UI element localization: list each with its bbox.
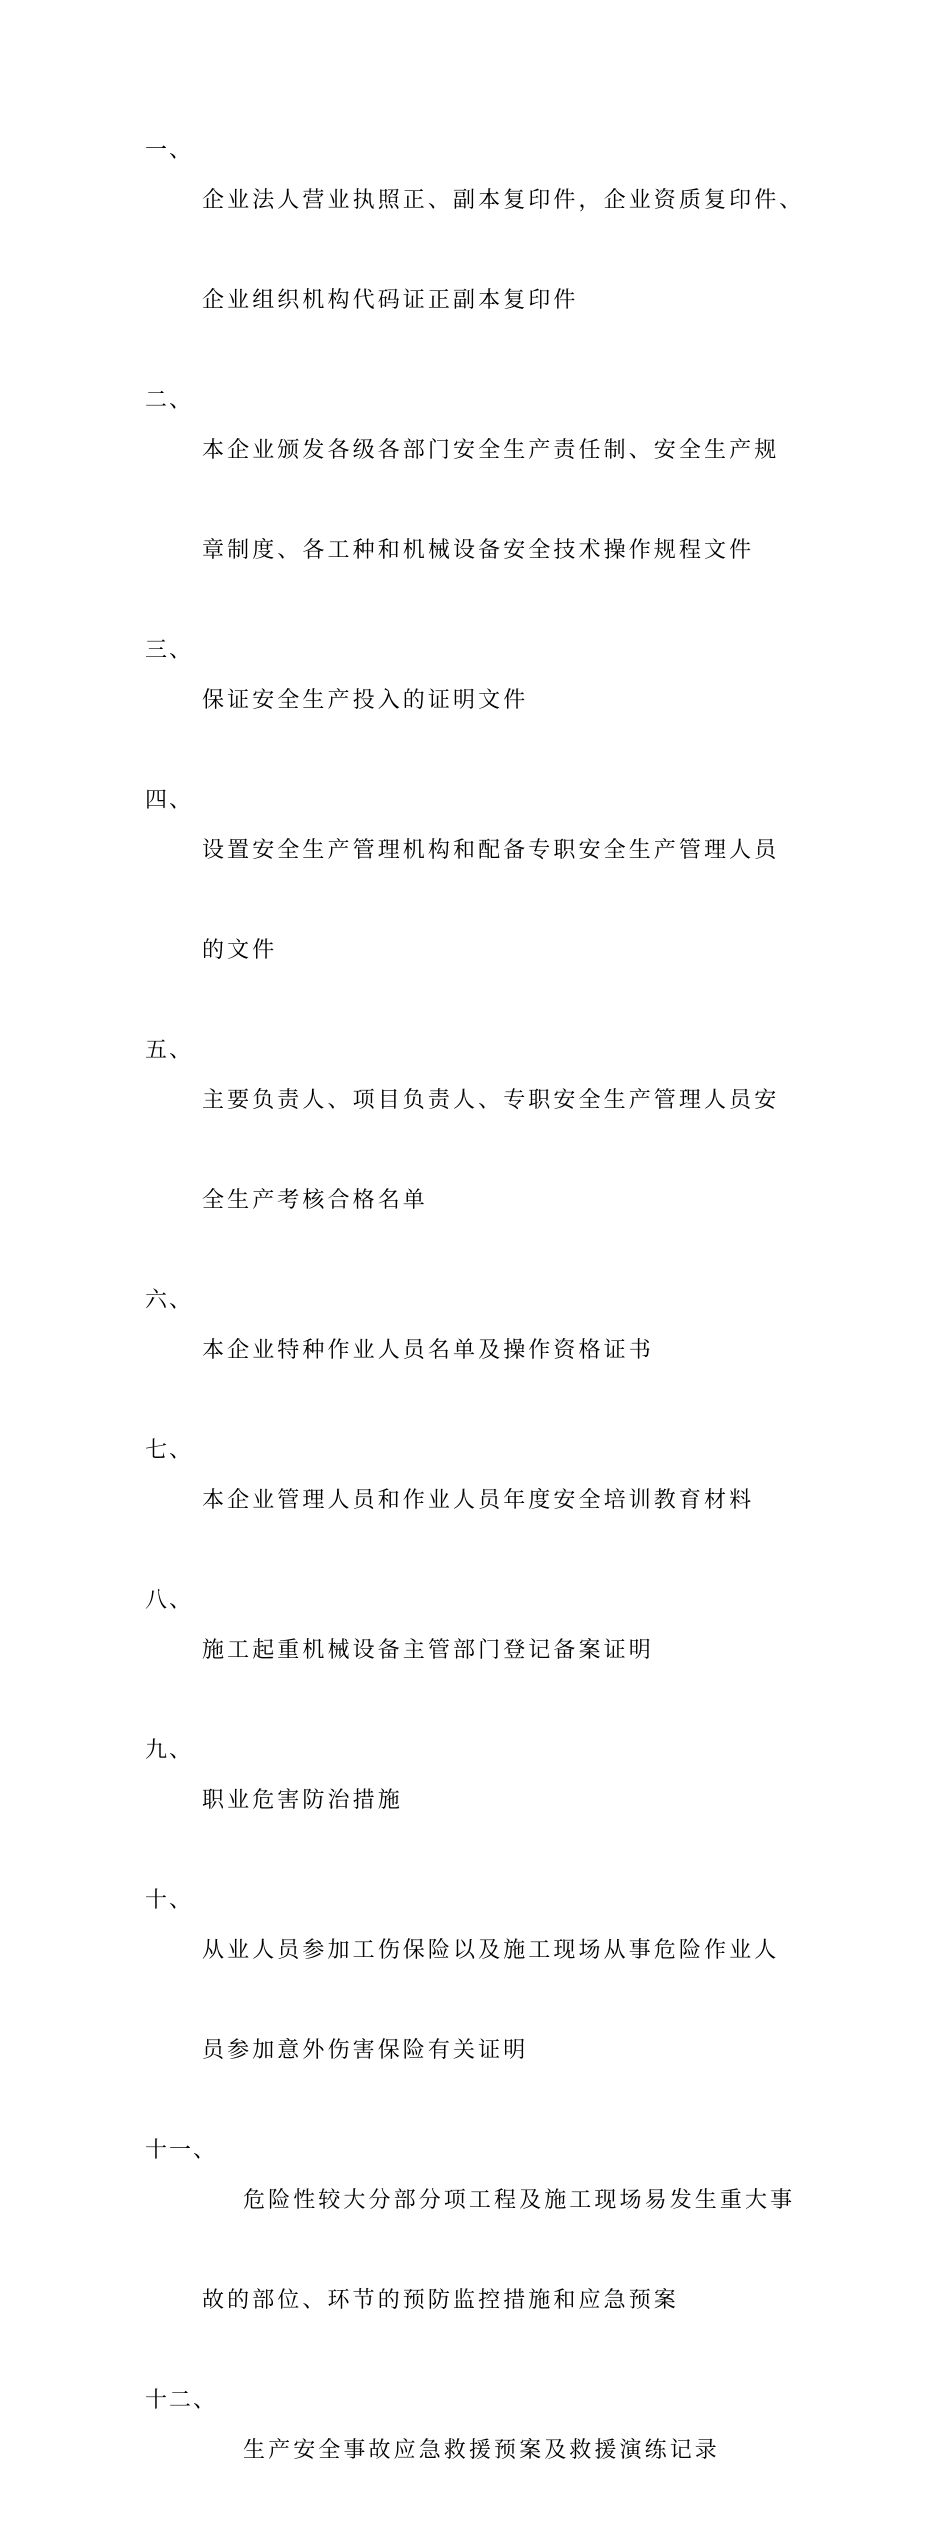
list-item-1 <box>145 126 835 376</box>
requirements-list <box>145 126 835 2526</box>
list-item-6 <box>145 1276 835 1426</box>
item-line: 全生产考核合格名单 <box>202 1188 428 1213</box>
item-text <box>202 126 835 376</box>
item-number: 四、 <box>145 788 194 813</box>
list-item-11 <box>145 2126 835 2376</box>
list-item-5 <box>145 1026 835 1276</box>
item-number: 八、 <box>145 1588 194 1613</box>
item-line: 的文件 <box>202 938 278 963</box>
list-item-3 <box>145 626 835 776</box>
item-line: 保证安全生产投入的证明文件 <box>202 688 529 713</box>
item-number: 九、 <box>145 1738 194 1763</box>
item-text <box>202 1026 835 1276</box>
item-line: 故的部位、环节的预防监控措施和应急预案 <box>202 2288 679 2313</box>
item-text <box>202 1726 835 1876</box>
item-text <box>202 1426 835 1576</box>
item-number: 二、 <box>145 388 194 413</box>
item-number: 七、 <box>145 1438 194 1463</box>
item-text <box>202 2126 835 2376</box>
item-number: 十、 <box>145 1888 194 1913</box>
list-item-10 <box>145 1876 835 2126</box>
item-text <box>243 2376 835 2526</box>
list-item-9 <box>145 1726 835 1876</box>
item-text <box>202 376 835 626</box>
list-item-8 <box>145 1576 835 1726</box>
item-line: 施工起重机械设备主管部门登记备案证明 <box>202 1638 654 1663</box>
item-line: 企业组织机构代码证正副本复印件 <box>202 288 579 313</box>
item-line: 从业人员参加工伤保险以及施工现场从事危险作业人 <box>202 1938 780 1963</box>
list-item-2 <box>145 376 835 626</box>
item-line: 企业法人营业执照正、副本复印件，企业资质复印件、 <box>202 188 805 213</box>
item-number: 三、 <box>145 638 194 663</box>
item-line: 职业危害防治措施 <box>202 1788 403 1813</box>
item-number: 一、 <box>145 138 194 163</box>
item-number: 五、 <box>145 1038 194 1063</box>
item-number: 十二、 <box>145 2388 218 2413</box>
item-line: 本企业特种作业人员名单及操作资格证书 <box>202 1338 654 1363</box>
item-text <box>202 626 835 776</box>
item-number: 六、 <box>145 1288 194 1313</box>
item-text <box>202 1276 835 1426</box>
item-line: 生产安全事故应急救援预案及救援演练记录 <box>243 2438 720 2463</box>
item-line: 员参加意外伤害保险有关证明 <box>202 2038 529 2063</box>
item-line: 设置安全生产管理机构和配备专职安全生产管理人员 <box>202 838 780 863</box>
item-line: 本企业管理人员和作业人员年度安全培训教育材料 <box>202 1488 755 1513</box>
item-line: 本企业颁发各级各部门安全生产责任制、安全生产规 <box>202 438 780 463</box>
item-line: 章制度、各工种和机械设备安全技术操作规程文件 <box>202 538 755 563</box>
item-text <box>202 1876 835 2126</box>
list-item-7 <box>145 1426 835 1576</box>
item-line: 主要负责人、项目负责人、专职安全生产管理人员安 <box>202 1088 780 1113</box>
item-text <box>202 1576 835 1726</box>
list-item-4 <box>145 776 835 1026</box>
item-number: 十一、 <box>145 2138 218 2163</box>
item-text <box>202 776 835 1026</box>
item-line: 危险性较大分部分项工程及施工现场易发生重大事 <box>243 2188 796 2213</box>
list-item-12 <box>145 2376 835 2526</box>
